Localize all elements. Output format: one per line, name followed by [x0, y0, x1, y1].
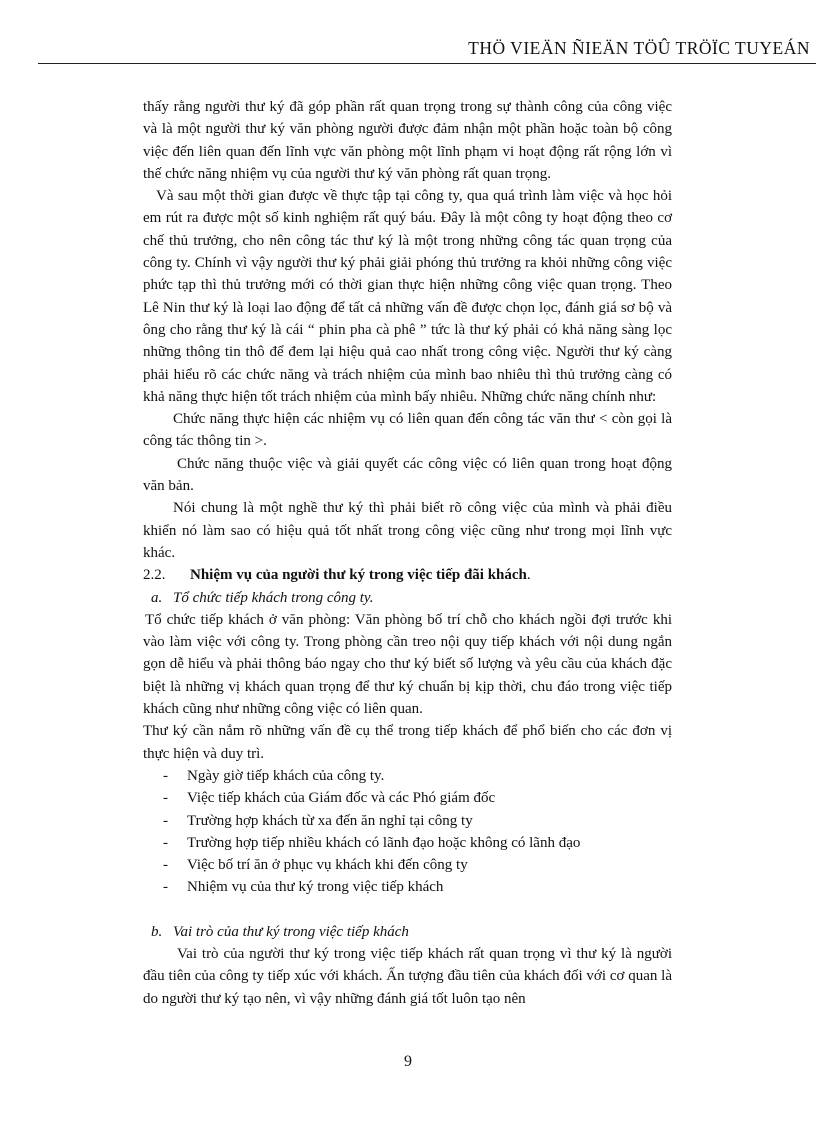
subsection-letter: b. — [151, 923, 163, 940]
list-item-text: Ngày giờ tiếp khách của công ty. — [187, 767, 385, 784]
bullet-marker: - — [163, 834, 168, 851]
subsection-heading-b — [143, 921, 672, 943]
paragraph: Thư ký cần nắm rõ những vấn đề cụ thể trong tiếp khách để phổ biến cho các đơn vị thực hiện và duy trì. — [143, 723, 672, 762]
list-item-text: Việc tiếp khách của Giám đốc và các Phó giám đốc — [187, 790, 496, 807]
list-item-text: Nhiệm vụ của thư ký trong việc tiếp khách — [187, 879, 444, 896]
section-number: 2.2. — [143, 567, 166, 584]
header-rule — [38, 63, 816, 64]
list-item-text: Trường hợp tiếp nhiều khách có lãnh đạo hoặc không có lãnh đạo — [187, 834, 581, 851]
bullet-marker: - — [163, 767, 168, 784]
subsection-title: Tổ chức tiếp khách trong công ty. — [173, 589, 374, 606]
section-heading — [143, 564, 672, 586]
bullet-marker: - — [163, 812, 168, 829]
list-item — [163, 854, 672, 876]
section-title-end: . — [526, 567, 531, 584]
subsection-title: Vai trò của thư ký trong việc tiếp khách — [173, 923, 409, 940]
page-body — [143, 96, 672, 1010]
spacer — [143, 899, 672, 921]
list-item — [163, 876, 672, 898]
paragraph: thấy rằng người thư ký đã góp phần rất quan trọng trong sự thành công của công việc và là một người thư ký văn phòng người được đảm nhận một phần hoặc toàn bộ công việc đến liên quan đến lĩnh vực văn phòng một lĩnh phạm vi hoạt động rất rộng lớn vì thế chức năng nhiệm vụ của người thư ký văn phòng rất quan trọng. — [143, 99, 672, 182]
list-item-text: Việc bố trí ăn ở phục vụ khách khi đến công ty — [187, 857, 468, 874]
page-number: 9 — [404, 1053, 412, 1070]
paragraph: Nói chung là một nghề thư ký thì phải biết rõ công việc của mình và phải điều khiển nó làm sao có hiệu quả tốt nhất trong công việc cũng như trong mọi lĩnh vực khác. — [143, 500, 672, 561]
paragraph: Chức năng thuộc việc và giải quyết các công việc có liên quan trong hoạt động văn bản. — [143, 455, 672, 495]
bullet-marker: - — [163, 879, 168, 896]
paragraph: Chức năng thực hiện các nhiệm vụ có liên quan đến công tác văn thư < còn gọi là công tác thông tin >. — [143, 411, 672, 450]
bullet-list — [143, 765, 672, 899]
bullet-marker: - — [163, 790, 168, 807]
subsection-heading-a — [143, 587, 672, 609]
subsection-letter: a. — [151, 589, 163, 606]
paragraph: Vai trò của người thư ký trong việc tiếp khách rất quan trọng vì thư ký là người đầu tiên của công ty tiếp xúc với khách. Ấn tượng đầu tiên của khách đối với cơ quan là do người thư ký tạo nên, vì vậy những đánh giá tốt luôn tạo nên — [143, 945, 672, 1007]
page-header: THÖ VIEÄN ÑIEÄN TÖÛ TRÖÏC TUYEÁN — [468, 38, 810, 58]
list-item — [163, 765, 672, 787]
paragraph: Tổ chức tiếp khách ở văn phòng: Văn phòng bố trí chỗ cho khách ngồi đợi trước khi vào làm việc với công ty. Trong phòng cần treo nội quy tiếp khách với nội dung ngắn gọn dễ hiểu và phải thông báo ngay cho thư ký biết số lượng và yêu cầu của khách đặc biệt là những vị khách quan trọng để thư ký chuẩn bị kịp thời, chu đáo trong việc tiếp khách cũng như những công việc có liên quan. — [143, 611, 672, 718]
section-title: Nhiệm vụ của người thư ký trong việc tiếp đãi khách — [190, 567, 527, 584]
bullet-marker: - — [163, 857, 168, 874]
paragraph: Và sau một thời gian được về thực tập tại công ty, qua quá trình làm việc và học hỏi em rút ra được một số kinh nghiệm rất quý báu. Đây là một công ty hoạt động theo cơ chế thủ trưởng, cho nên công tác thư ký là một trong những công tác quan trọng của công ty. Chính vì vậy người thư ký phải giải phóng thủ trưởng ra khỏi những công việc phức tạp thì thủ trưởng mới có thời gian thực hiện những công việc quan trọng. Theo Lê Nin thư ký là loại lao động để tất cả những vấn đề được chọn lọc, đánh giá sơ bộ và ông cho rằng thư ký là cái “ phin pha cà phê ” tức là thư ký phải có khả năng sàng lọc những thông tin thô để đem lại hiệu quả cao nhất trong công việc. Người thư ký càng phải hiểu rõ các chức năng và trách nhiệm của mình bao nhiêu thì thủ trưởng càng có khả năng thực hiện tốt trách nhiệm của mình bấy nhiêu. Những chức năng chính như: — [143, 188, 672, 405]
list-item-text: Trường hợp khách từ xa đến ăn nghỉ tại công ty — [187, 812, 473, 829]
list-item — [163, 810, 672, 832]
list-item — [163, 832, 672, 854]
list-item — [163, 787, 672, 809]
